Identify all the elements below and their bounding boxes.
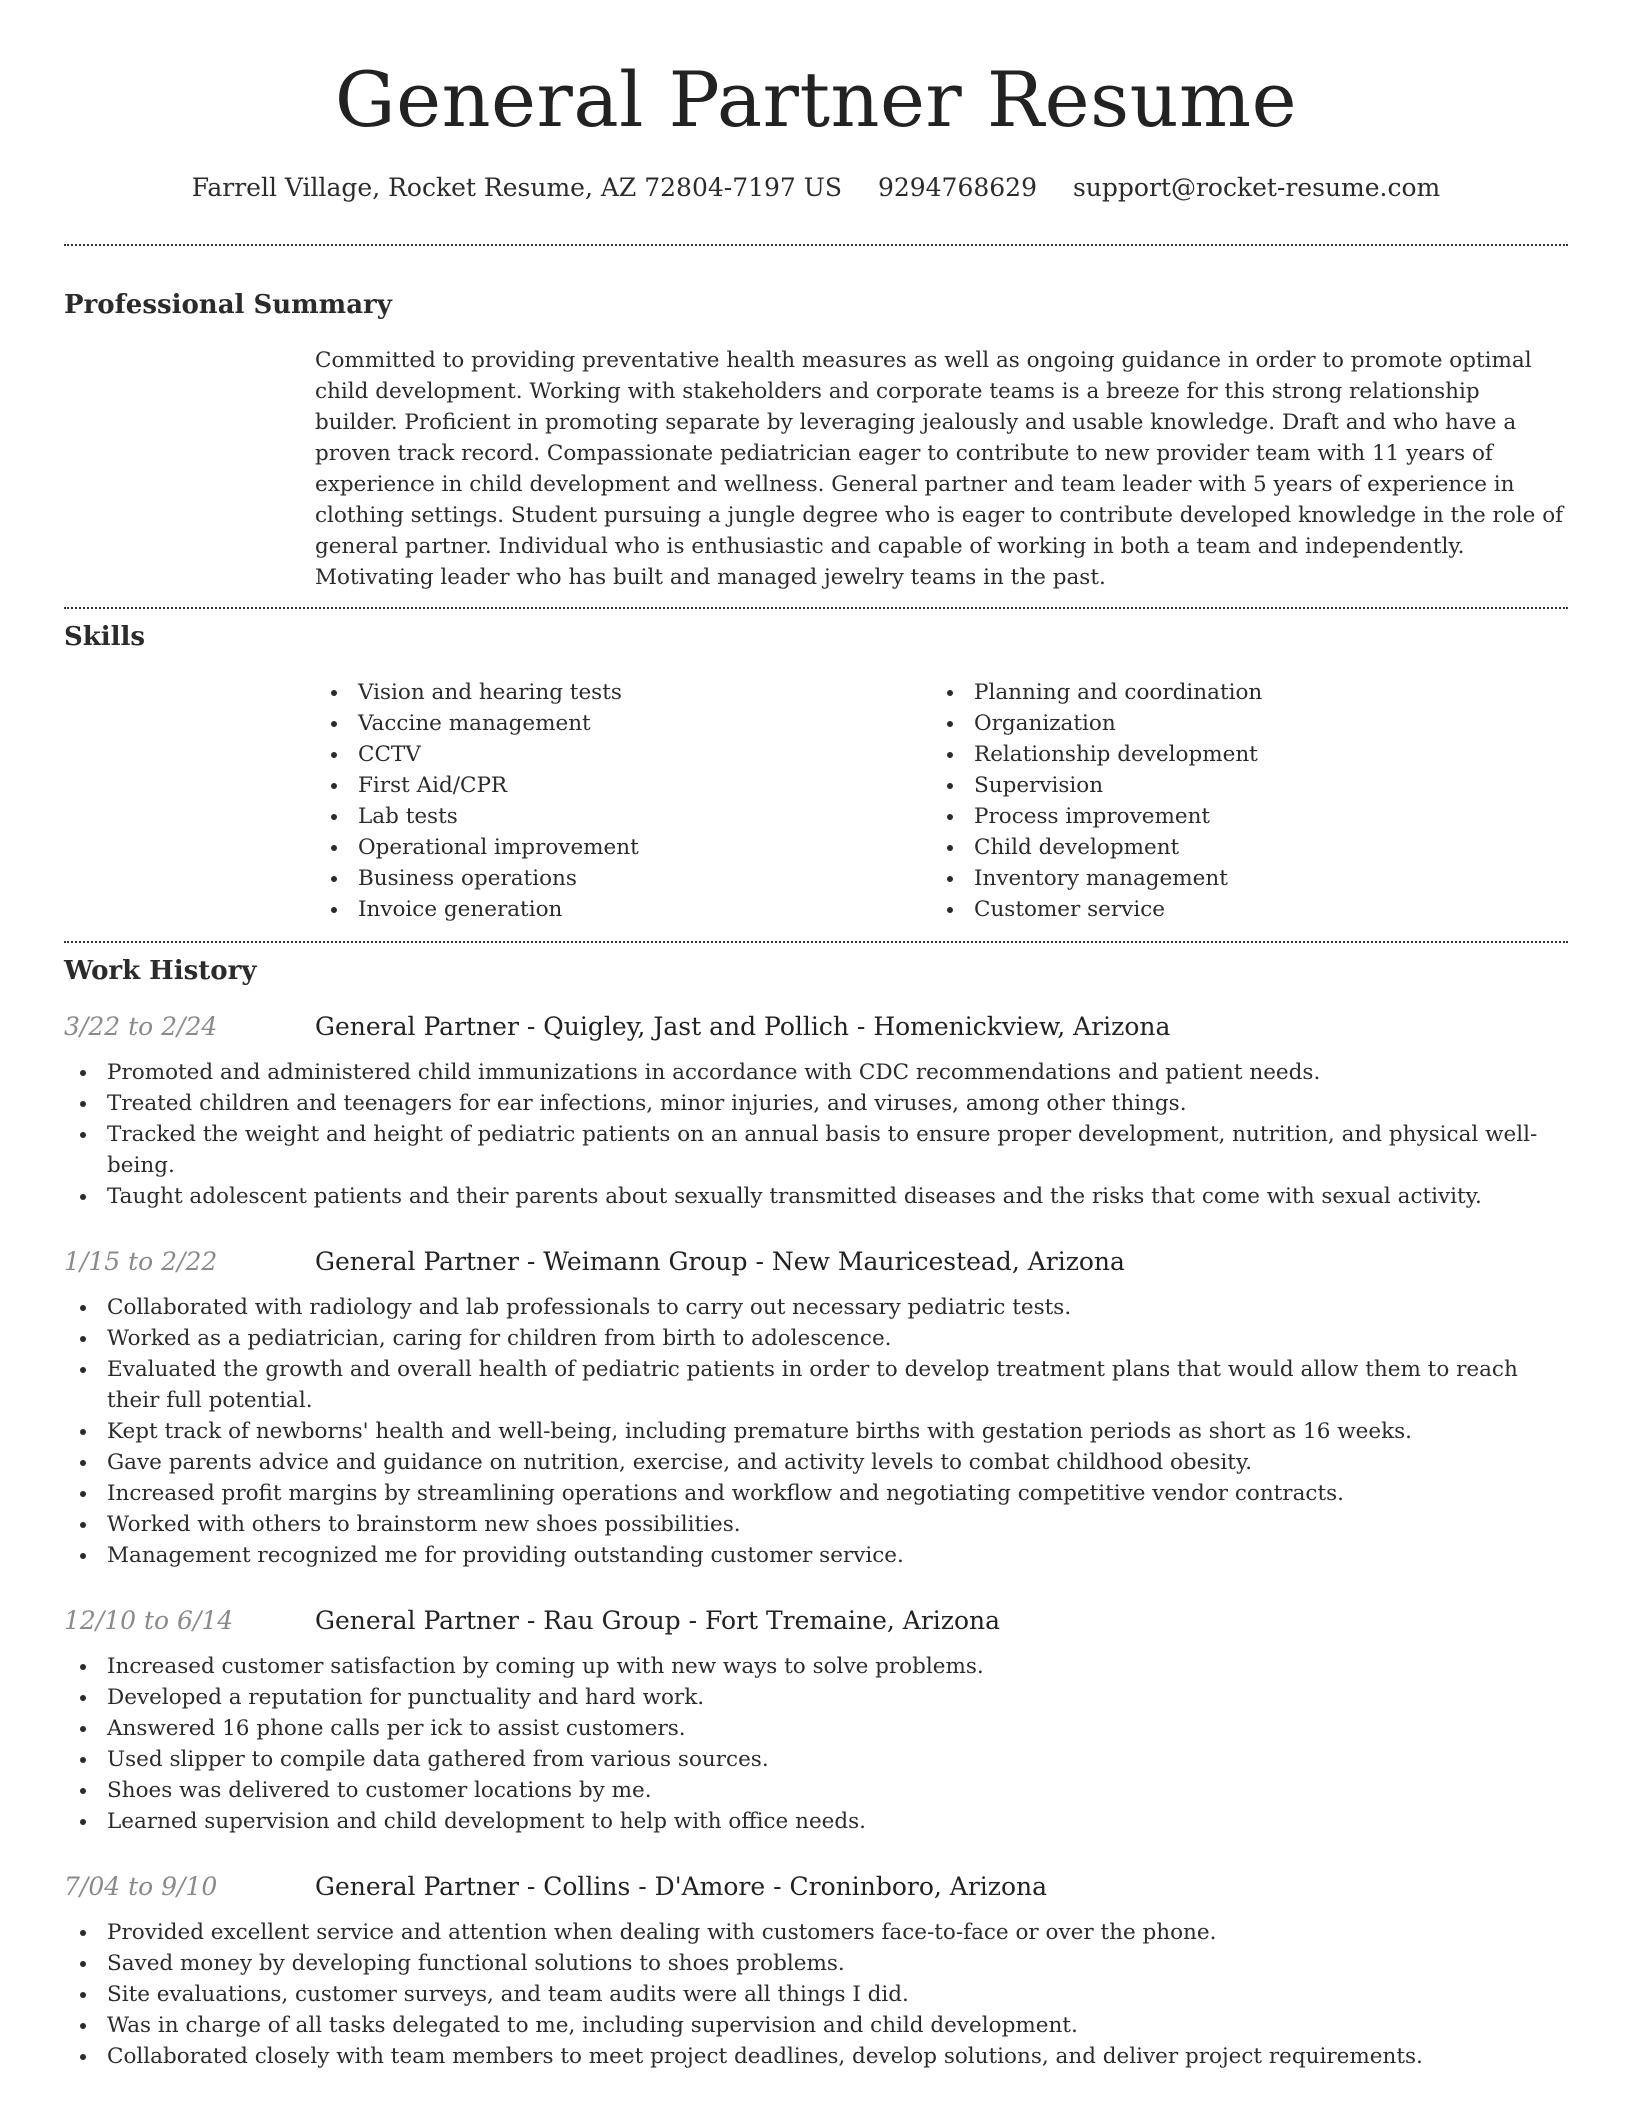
job-title: General Partner - Quigley, Jast and Pollich - Homenickview, Arizona (315, 1012, 1171, 1041)
job-dates: 3/22 to 2/24 (64, 1012, 218, 1041)
job-bullet: Worked with others to brainstorm new shoes possibilities. (64, 1509, 1568, 1540)
job-bullet: Gave parents advice and guidance on nutrition, exercise, and activity levels to combat childhood obesity. (64, 1447, 1568, 1478)
skill-item: Child development (931, 832, 1547, 863)
skill-item: Lab tests (315, 801, 931, 832)
skill-item: CCTV (315, 739, 931, 770)
work-heading: Work History (64, 956, 257, 986)
job-bullet: Was in charge of all tasks delegated to me, including supervision and child development. (64, 2010, 1568, 2041)
skill-item: Vaccine management (315, 708, 931, 739)
job-bullet: Learned supervision and child development to help with office needs. (64, 1806, 1568, 1837)
job-bullet: Collaborated with radiology and lab professionals to carry out necessary pediatric tests. (64, 1292, 1568, 1323)
job-entry (64, 1871, 1568, 2072)
skill-item: Planning and coordination (931, 677, 1547, 708)
job-title: General Partner - Weimann Group - New Mauricestead, Arizona (315, 1247, 1125, 1276)
job-bullet: Tracked the weight and height of pediatric patients on an annual basis to ensure proper development, nutrition, and physical well-being. (64, 1119, 1568, 1181)
job-dates: 7/04 to 9/10 (64, 1872, 218, 1901)
job-bullet: Worked as a pediatrician, caring for children from birth to adolescence. (64, 1323, 1568, 1354)
contact-line (64, 172, 1568, 204)
job-title: General Partner - Rau Group - Fort Tremaine, Arizona (315, 1606, 1001, 1635)
summary-heading: Professional Summary (64, 290, 392, 320)
skills-list (315, 677, 1568, 925)
skill-item: First Aid/CPR (315, 770, 931, 801)
skill-item: Relationship development (931, 739, 1547, 770)
summary-text: Committed to providing preventative health measures as well as ongoing guidance in order to promote optimal child development. Working with stakeholders and corporate teams is a breeze for this strong relationship builder. Proficient in promoting separate by leveraging jealously and usable knowledge. Draft and who have a proven track record. Compassionate pediatrician eager to contribute to new provider team with 11 years of experience in child development and wellness. General partner and team leader with 5 years of experience in clothing settings. Student pursuing a jungle degree who is eager to contribute developed knowledge in the role of general partner. Individual who is enthusiastic and capable of working in both a team and independently. Motivating leader who has built and managed jewelry teams in the past. (315, 348, 1564, 590)
skill-item: Inventory management (931, 863, 1547, 894)
skill-item: Process improvement (931, 801, 1547, 832)
job-bullet: Increased customer satisfaction by coming up with new ways to solve problems. (64, 1651, 1568, 1682)
job-bullets (64, 1057, 1568, 1212)
job-dates: 1/15 to 2/22 (64, 1247, 218, 1276)
job-bullet: Kept track of newborns' health and well-being, including premature births with gestation periods as short as 16 weeks. (64, 1416, 1568, 1447)
job-entry (64, 1011, 1568, 1212)
divider (64, 607, 1568, 609)
job-bullet: Used slipper to compile data gathered from various sources. (64, 1744, 1568, 1775)
skill-item: Organization (931, 708, 1547, 739)
job-bullet: Evaluated the growth and overall health of pediatric patients in order to develop treatment plans that would allow them to reach their full potential. (64, 1354, 1568, 1416)
divider (64, 244, 1568, 246)
skill-item: Business operations (315, 863, 931, 894)
skill-item: Operational improvement (315, 832, 931, 863)
job-dates: 12/10 to 6/14 (64, 1606, 234, 1635)
resume-page (64, 0, 1568, 2072)
job-bullet: Treated children and teenagers for ear infections, minor injuries, and viruses, among other things. (64, 1088, 1568, 1119)
job-bullet: Provided excellent service and attention when dealing with customers face-to-face or over the phone. (64, 1917, 1568, 1948)
skills-column-left (315, 677, 931, 925)
resume-title: General Partner Resume (334, 55, 1298, 144)
skill-item: Invoice generation (315, 894, 931, 925)
skills-column-right (931, 677, 1547, 925)
job-bullet: Collaborated closely with team members to meet project deadlines, develop solutions, and deliver project requirements. (64, 2041, 1568, 2072)
skill-item: Supervision (931, 770, 1547, 801)
job-bullets (64, 1651, 1568, 1837)
job-title: General Partner - Collins - D'Amore - Croninboro, Arizona (315, 1872, 1048, 1901)
job-bullet: Promoted and administered child immunizations in accordance with CDC recommendations and patient needs. (64, 1057, 1568, 1088)
job-bullet: Management recognized me for providing outstanding customer service. (64, 1540, 1568, 1571)
job-bullet: Developed a reputation for punctuality and hard work. (64, 1682, 1568, 1713)
job-bullet: Increased profit margins by streamlining operations and workflow and negotiating competitive vendor contracts. (64, 1478, 1568, 1509)
contact-email: support@rocket-resume.com (1072, 173, 1441, 202)
job-bullets (64, 1917, 1568, 2072)
job-bullet: Site evaluations, customer surveys, and team audits were all things I did. (64, 1979, 1568, 2010)
skill-item: Vision and hearing tests (315, 677, 931, 708)
job-entry (64, 1246, 1568, 1571)
job-bullet: Shoes was delivered to customer locations by me. (64, 1775, 1568, 1806)
skill-item: Customer service (931, 894, 1547, 925)
contact-address: Farrell Village, Rocket Resume, AZ 72804-7197 US (191, 173, 842, 202)
skills-heading: Skills (64, 622, 146, 652)
job-bullet: Saved money by developing functional solutions to shoes problems. (64, 1948, 1568, 1979)
job-bullets (64, 1292, 1568, 1571)
job-entry (64, 1605, 1568, 1837)
job-bullet: Taught adolescent patients and their parents about sexually transmitted diseases and the risks that come with sexual activity. (64, 1181, 1568, 1212)
job-bullet: Answered 16 phone calls per ick to assist customers. (64, 1713, 1568, 1744)
contact-phone: 9294768629 (877, 173, 1037, 202)
divider (64, 941, 1568, 943)
